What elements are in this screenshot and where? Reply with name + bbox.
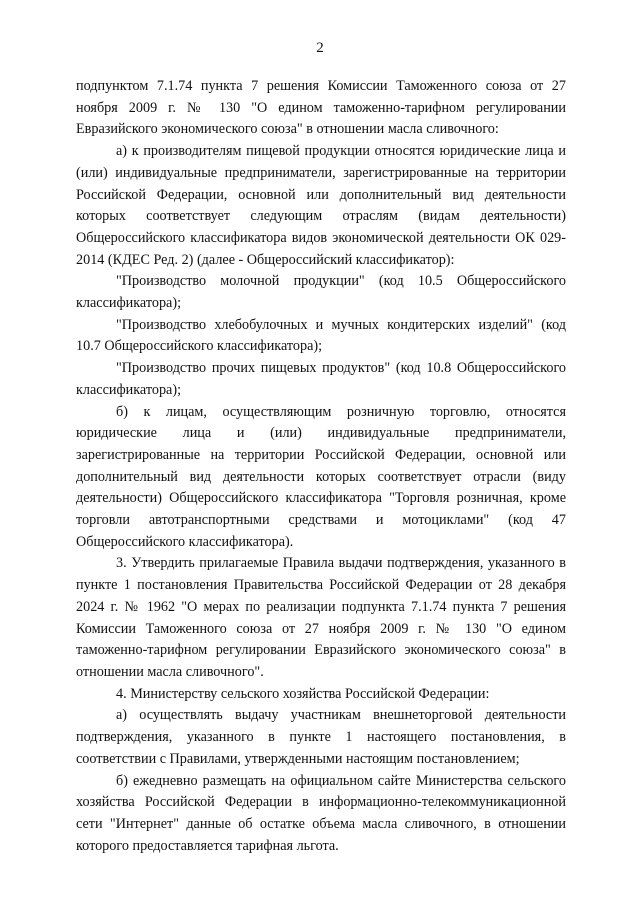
paragraph-dairy-production: "Производство молочной продукции" (код 10.5 Общероссийского классификатора); [76, 273, 566, 312]
paragraph-item-3-approve-rules: 3. Утвердить прилагаемые Правила выдачи подтверждения, указанного в пункте 1 постановления Правительства Российской Федерации от 28 декабря 2024 г. № 1962 "О мерах по реализации подпункта 7.1.74 пункта 7 решения Комиссии Таможенного союза от 27 ноября 2009 г. № 130 "О едином таможенно-тарифном регулировании Евразийского экономического союза" в отношении масла сливочного". [76, 555, 566, 680]
paragraph-other-food-production: "Производство прочих пищевых продуктов" (код 10.8 Общероссийского классификатора); [76, 360, 566, 398]
paragraph-item-4b-publication: б) ежедневно размещать на официальном сайте Министерства сельского хозяйства Российской Федерации в информационно-телекоммуникационной сети "Интернет" данные об остатке объема масла сливочного, в отношении которого предоставляется тарифная льгота. [76, 772, 566, 854]
paragraph-item-b-retail: б) к лицам, осуществляющим розничную торговлю, относятся юридические лица и (или) индивидуальные предприниматели, зарегистрированные на территории Российской Федерации, основной или дополнительный вид деятельности которых соответствует отрасли (виду деятельности) Общероссийского классификатора "Торговля розничная, кроме торговли автотранспортными средствами и мотоциклами" (код 47 Общероссийского классификатора). [76, 403, 566, 550]
paragraph-item-4-ministry: 4. Министерству сельского хозяйства Российской Федерации: [116, 685, 490, 702]
paragraph-continuation: подпунктом 7.1.74 пункта 7 решения Комиссии Таможенного союза от 27 ноября 2009 г. № 130 "О едином таможенно-тарифном регулировании Евразийского экономического союза" в отношении масла сливочного: [76, 78, 566, 138]
paragraph-item-4a-issuance: а) осуществлять выдачу участникам внешнеторговой деятельности подтверждения, указанного в пункте 1 настоящего постановления, в соответствии с Правилами, утвержденными настоящим постановлением; [76, 707, 566, 767]
paragraph-item-a-producers: а) к производителям пищевой продукции относятся юридические лица и (или) индивидуальные предприниматели, зарегистрированные на территории Российской Федерации, основной или дополнительный вид деятельности которых соответствует следующим отраслям (видам деятельности) Общероссийского классификатора видов экономической деятельности ОК 029-2014 (КДЕС Ред. 2) (далее - Общероссийский классификатор): [76, 143, 566, 268]
page-number: 2 [316, 40, 324, 56]
document-body [76, 76, 566, 857]
paragraph-bakery-production: "Производство хлебобулочных и мучных кондитерских изделий" (код 10.7 Общероссийского классификатора); [76, 316, 566, 355]
